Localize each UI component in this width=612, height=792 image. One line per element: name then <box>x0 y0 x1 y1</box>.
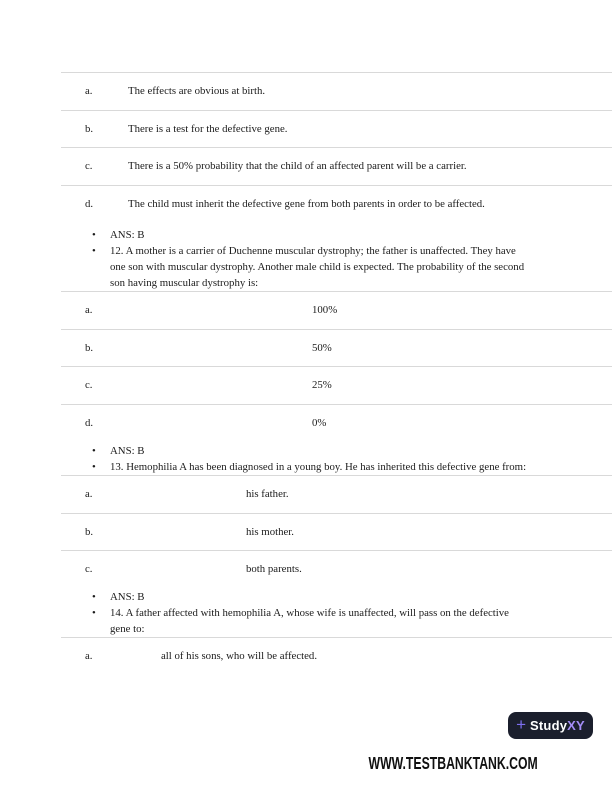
option-text: both parents. <box>246 563 302 576</box>
options-table-q11 <box>61 72 612 222</box>
answer-text: ANS: B <box>110 229 145 241</box>
question-text: 12. A mother is a carrier of Duchenne muscular dystrophy; the father is unaffected. They have one son with muscular dystrophy. Another male child is expected. The probability of the second son having muscular dystrophy is: <box>110 245 525 289</box>
site-url[interactable]: WWW.TESTBANKTANK.COM <box>368 753 538 773</box>
option-text: 50% <box>312 341 332 354</box>
question-bullet <box>61 243 580 291</box>
answer-question-block <box>61 222 612 291</box>
option-text: his father. <box>246 488 289 501</box>
option-label: c. <box>85 160 93 173</box>
answer-bullet <box>61 227 580 243</box>
logo-wordmark <box>530 719 585 732</box>
option-label: c. <box>85 563 93 576</box>
logo-text-study: Study <box>530 718 568 733</box>
option-row <box>61 366 612 404</box>
option-row <box>61 550 612 588</box>
option-text: There is a test for the defective gene. <box>128 122 288 135</box>
option-text: The child must inherit the defective gene from both parents in order to be affected. <box>128 197 485 210</box>
answer-text: ANS: B <box>110 590 145 603</box>
option-row <box>61 72 612 110</box>
question-text: 14. A father affected with hemophilia A, whose wife is unaffected, will pass on the defective gene to: <box>110 606 509 635</box>
question-bullet <box>61 605 580 637</box>
option-label: a. <box>85 85 93 98</box>
answer-question-block <box>61 588 612 637</box>
option-label: b. <box>85 122 94 135</box>
question-bullet <box>61 459 580 475</box>
option-row <box>61 513 612 551</box>
option-label: c. <box>85 379 93 392</box>
question-text: 13. Hemophilia A has been diagnosed in a young boy. He has inherited this defective gene from: <box>110 461 527 473</box>
option-label: d. <box>85 416 94 429</box>
options-table-q14 <box>61 637 612 675</box>
logo-text-xy: XY <box>567 718 585 733</box>
answer-bullet <box>61 443 580 459</box>
option-label: b. <box>85 341 94 354</box>
plus-icon: + <box>516 715 527 734</box>
answer-bullet <box>61 589 580 605</box>
option-label: a. <box>85 488 93 501</box>
option-row <box>61 110 612 148</box>
option-text: his mother. <box>246 525 294 538</box>
studyxy-logo[interactable] <box>508 712 593 739</box>
answer-text: ANS: B <box>110 445 145 457</box>
answer-question-block <box>61 441 612 475</box>
option-text: 0% <box>312 416 327 429</box>
option-label: a. <box>85 304 93 317</box>
option-label: d. <box>85 197 94 210</box>
option-text: The effects are obvious at birth. <box>128 85 266 98</box>
option-row <box>61 404 612 442</box>
option-row <box>61 185 612 223</box>
option-text: 100% <box>312 304 338 317</box>
option-label: b. <box>85 525 94 538</box>
options-table-q12 <box>61 291 612 441</box>
option-row <box>61 147 612 185</box>
option-text: 25% <box>312 379 332 392</box>
option-text: There is a 50% probability that the child of an affected parent will be a carrier. <box>128 160 467 173</box>
option-row <box>61 475 612 513</box>
option-text: all of his sons, who will be affected. <box>161 649 318 662</box>
option-row <box>61 637 612 675</box>
option-label: a. <box>85 649 93 662</box>
option-row <box>61 329 612 367</box>
option-row <box>61 291 612 329</box>
options-table-q13 <box>61 475 612 588</box>
